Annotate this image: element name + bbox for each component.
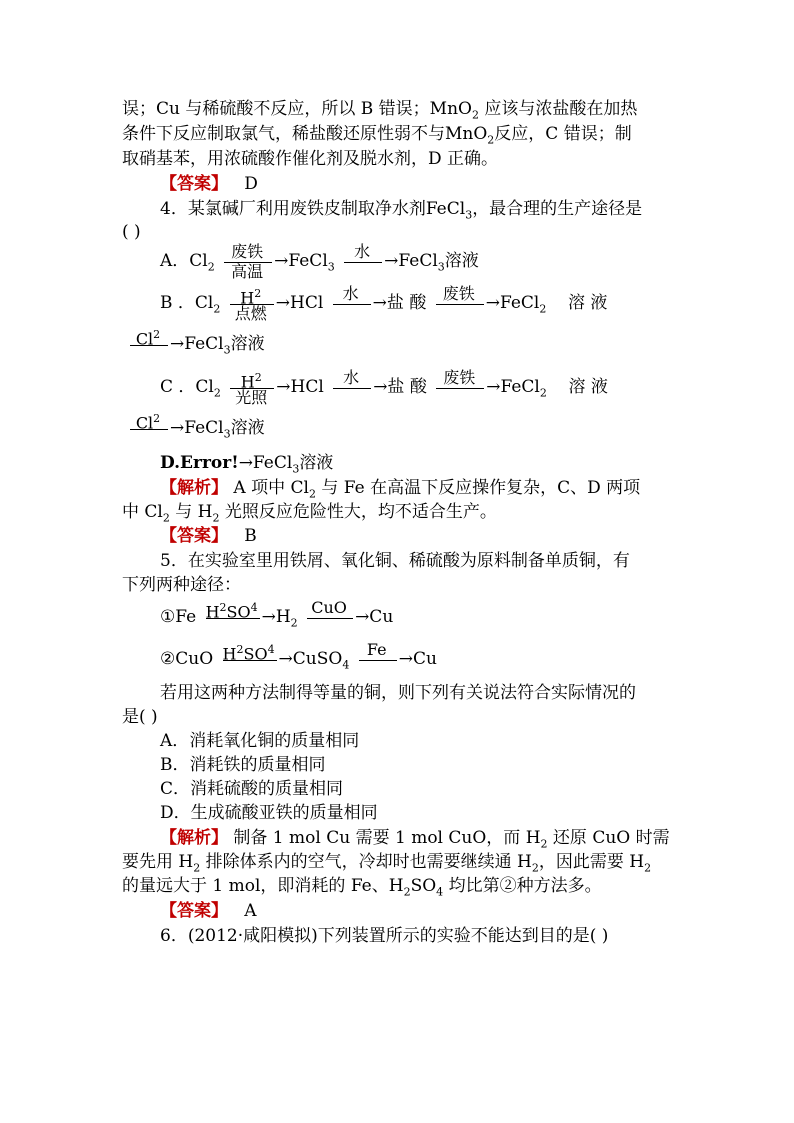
q5-option-a: A．消耗氧化铜的质量相同 bbox=[160, 731, 360, 751]
q5-option-b: B．消耗铁的质量相同 bbox=[160, 755, 326, 775]
prev-answer: 【答案】 D bbox=[160, 174, 258, 194]
q5-route-1: ①Fe $H^2SO^4$ $\to H_2$ CuO →Cu bbox=[160, 597, 394, 630]
reaction-condition: $H^2$ 光照 bbox=[228, 377, 274, 399]
q4-option-d: D.Error!→FeCl$_3$溶液 bbox=[160, 453, 334, 476]
q5-answer: 【答案】 A bbox=[160, 901, 257, 921]
reaction-condition: Cl$^2$ bbox=[128, 418, 168, 440]
analysis-tag: 【解析】 bbox=[160, 828, 228, 848]
reaction-condition: 废铁 bbox=[434, 377, 484, 399]
q4-analysis-1: 【解析】 A 项中 $Cl_2$ 与 Fe 在高温下反应操作复杂，C、D 两项 bbox=[160, 478, 641, 501]
reaction-condition: 水 bbox=[342, 251, 382, 273]
q4-analysis-2: 中 $Cl_2$ 与 $H_2$ 光照反应危险性大，均不适合生产。 bbox=[122, 502, 497, 525]
q4-option-c: C ．$Cl_2$ $H^2$ 光照 →HCl 水 →盐 酸 废铁 →FeCl$_2$ 溶 液 bbox=[160, 367, 608, 407]
answer-tag: 【答案】 bbox=[160, 526, 228, 546]
reaction-condition: $H^2$ 点燃 bbox=[228, 293, 274, 315]
reaction-condition: CuO bbox=[305, 607, 353, 629]
reaction-condition: Cl$^2$ bbox=[128, 334, 168, 356]
prev-line-1: 误；Cu 与稀硫酸不反应，所以 B 错误；MnO$_2$ 应该与浓盐酸在加热 bbox=[122, 99, 638, 122]
reaction-condition: 废铁 高温 bbox=[222, 251, 272, 273]
prev-line-2: 条件下反应制取氯气，稀盐酸还原性弱不与MnO$_2$反应，C 错误；制 bbox=[122, 124, 632, 147]
q5-analysis-1: 【解析】 制备 1 mol Cu 需要 1 mol CuO，而 $H_2$ 还原 CuO 时需 bbox=[160, 828, 670, 851]
q4-option-a: A．$Cl_2$ 废铁 高温 →FeCl$_3$ 水 →FeCl$_3$溶液 bbox=[160, 241, 479, 281]
q4-option-c-cont: Cl$^2$ →FeCl$_3$溶液 bbox=[126, 417, 265, 445]
reaction-condition: $H^2SO^4$ bbox=[222, 642, 275, 663]
prev-line-3: 取硝基苯，用浓硫酸作催化剂及脱水剂，D 正确。 bbox=[122, 149, 499, 169]
analysis-tag: 【解析】 bbox=[160, 478, 228, 498]
q5-analysis-2: 要先用 $H_2$ 排除体系内的空气，冷却时也需要继续通 $H_2$，因此需要 $H_2$ bbox=[122, 852, 652, 875]
reaction-condition: 水 bbox=[331, 377, 371, 399]
q4-answer: 【答案】 B bbox=[160, 526, 257, 546]
reaction-condition: 水 bbox=[331, 293, 371, 315]
q5-stem-4: 是( ) bbox=[122, 707, 158, 727]
reaction-condition: 废铁 bbox=[434, 293, 484, 315]
answer-tag: 【答案】 bbox=[160, 174, 228, 194]
answer-tag: 【答案】 bbox=[160, 901, 228, 921]
reaction-condition: Fe bbox=[357, 649, 397, 671]
q4-option-b: B ．$Cl_2$ $H^2$ 点燃 →HCl 水 →盐 酸 废铁 →FeCl$_2$ 溶 液 bbox=[160, 283, 608, 323]
reaction-condition: $H^2SO^4$ bbox=[205, 600, 258, 621]
q5-stem-2: 下列两种途径： bbox=[122, 575, 241, 595]
q5-stem-3: 若用这两种方法制得等量的铜，则下列有关说法符合实际情况的 bbox=[160, 683, 636, 703]
q4-option-b-cont: Cl$^2$ →FeCl$_3$溶液 bbox=[126, 333, 265, 361]
q6-stem: 6．(2012·咸阳模拟)下列装置所示的实验不能达到目的是( ) bbox=[160, 926, 609, 946]
q5-option-c: C．消耗硫酸的质量相同 bbox=[160, 779, 344, 799]
q5-route-2: ②CuO $H^2SO^4$ →CuSO$_4$ Fe →Cu bbox=[160, 639, 437, 672]
q4-paren: ( ) bbox=[122, 222, 141, 242]
q5-option-d: D．生成硫酸亚铁的质量相同 bbox=[160, 803, 378, 823]
q4-stem: 4．某氯碱厂利用废铁皮制取净水剂FeCl$_3$，最合理的生产途径是 bbox=[160, 199, 643, 222]
q5-stem-1: 5．在实验室里用铁屑、氧化铜、稀硫酸为原料制备单质铜，有 bbox=[160, 551, 630, 571]
q5-analysis-3: 的量远大于 1 mol，即消耗的 Fe、$H_2SO_4$ 均比第②种方法多。 bbox=[122, 876, 602, 899]
